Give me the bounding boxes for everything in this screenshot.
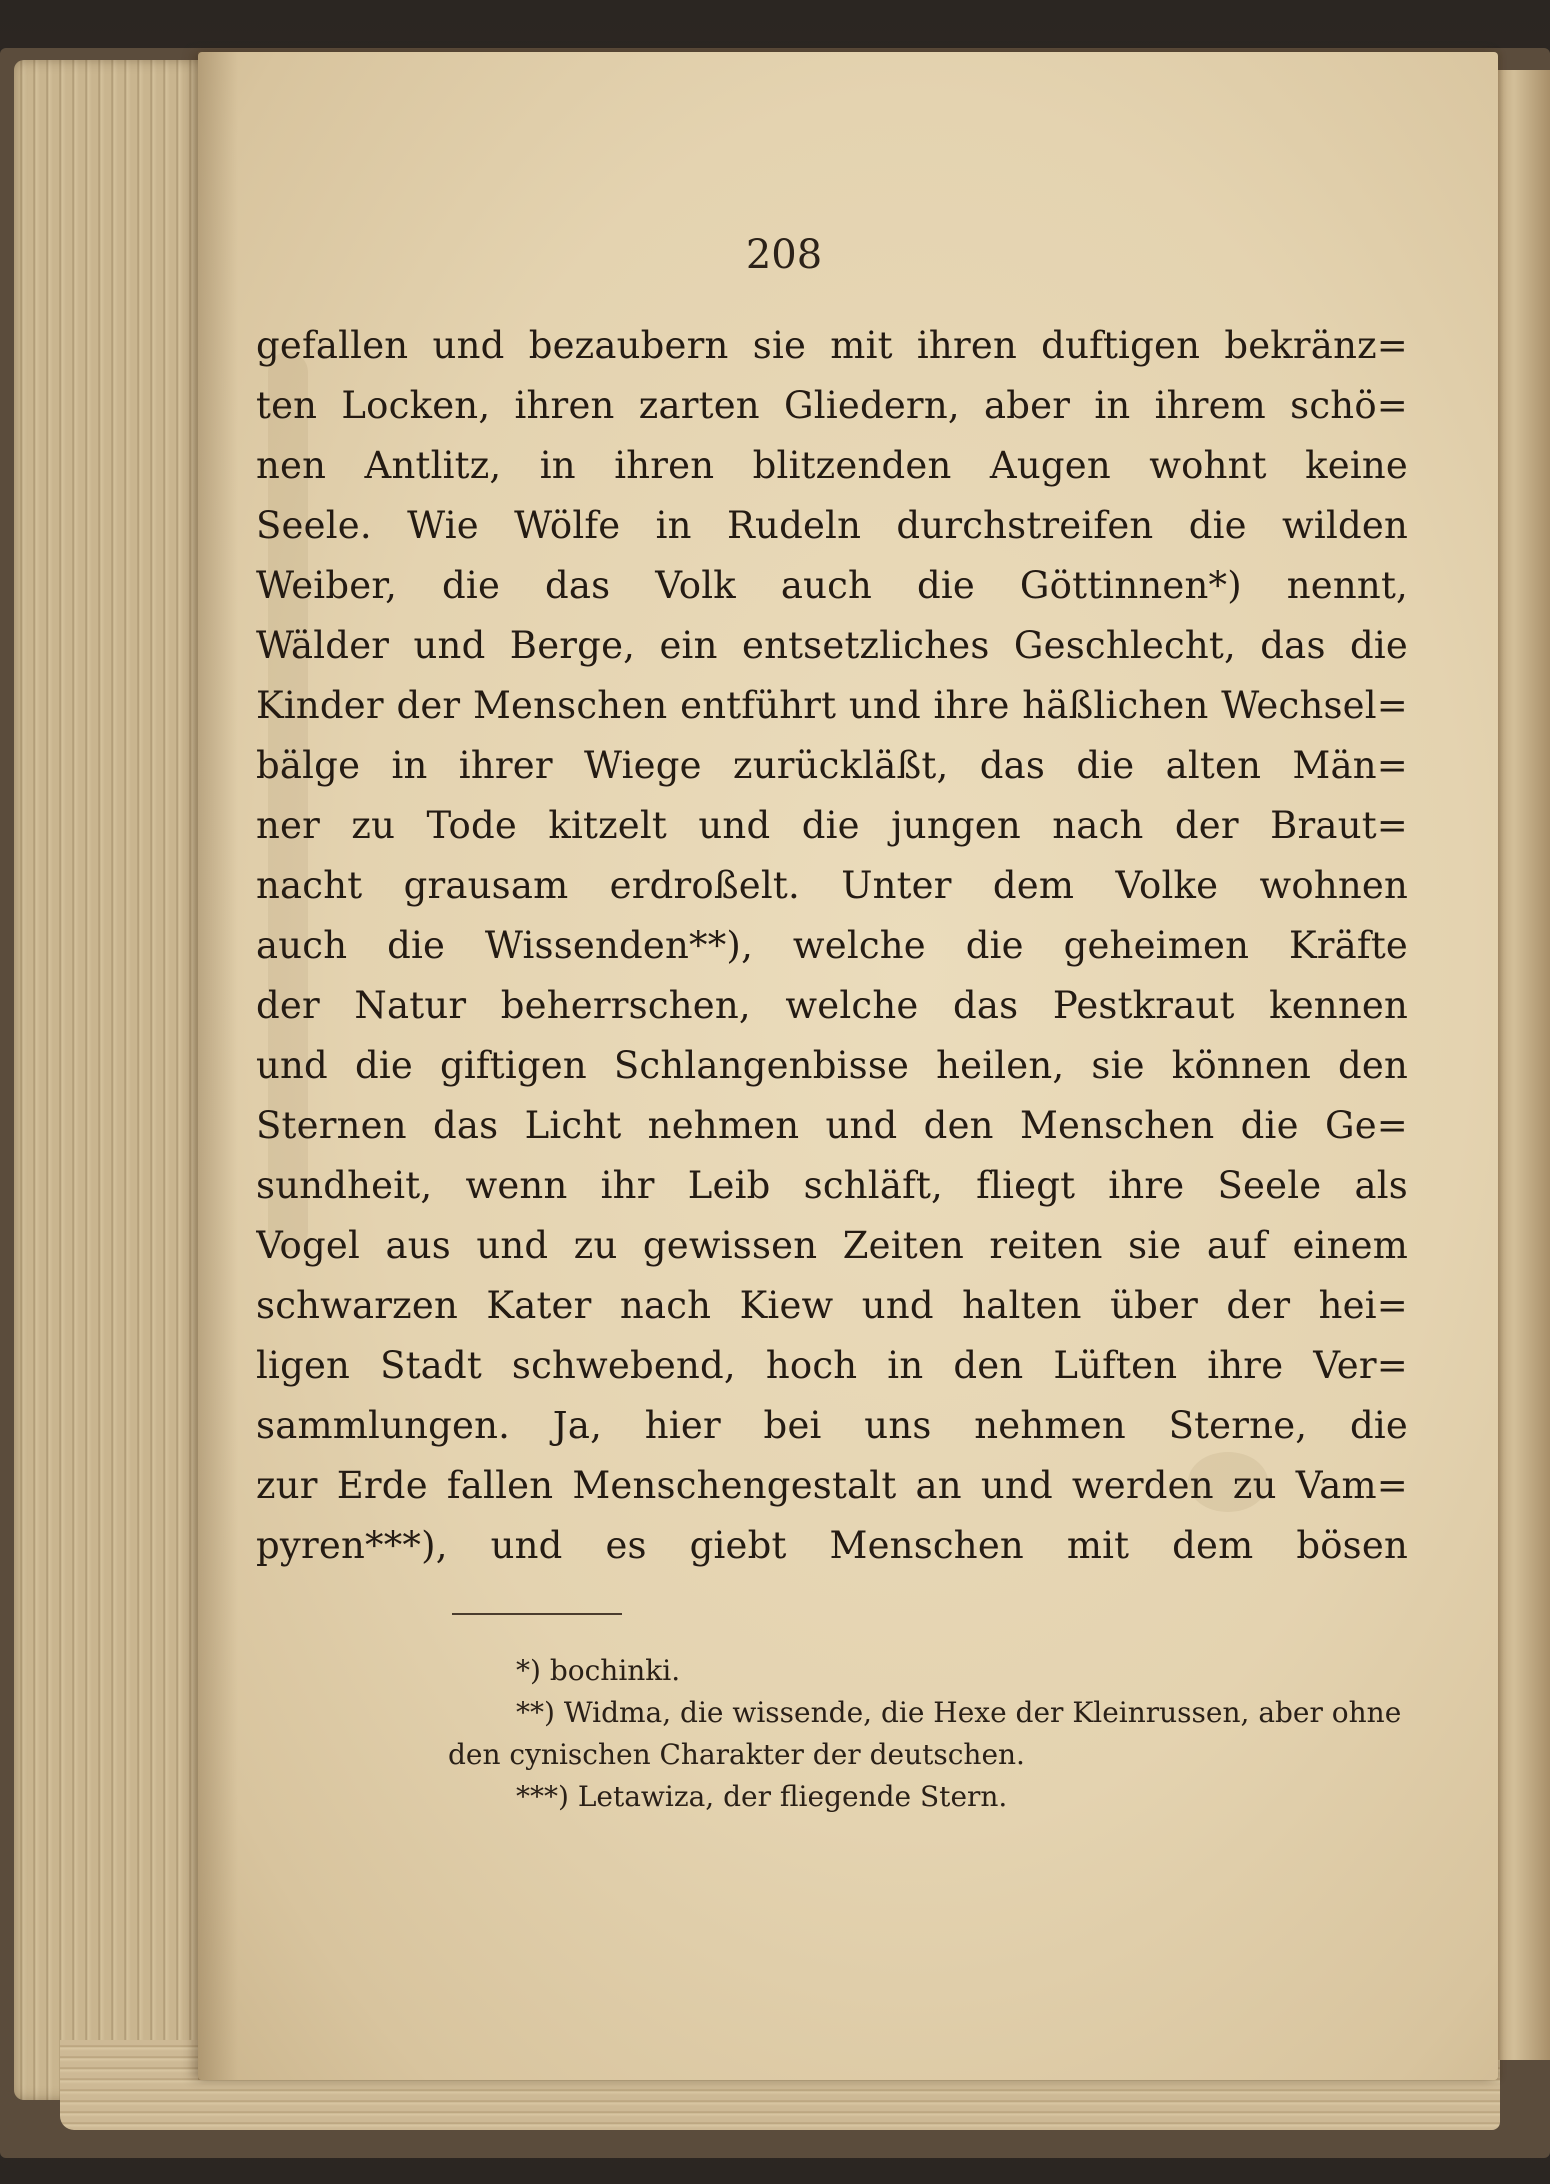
- page-stack-edge: [14, 60, 224, 2100]
- text-line: ner zu Tode kitzelt und die jungen nach der Braut=: [256, 804, 1408, 847]
- footnote-2: **) Widma, die wissende, die Hexe der Kleinrussen, aber ohne: [516, 1696, 1402, 1729]
- text-line: bälge in ihrer Wiege zurückläßt, das die alten Män=: [256, 744, 1408, 787]
- footnotes: [448, 1650, 1408, 1818]
- text-line: ligen Stadt schwebend, hoch in den Lüften ihre Ver=: [256, 1344, 1408, 1387]
- text-line: Seele. Wie Wölfe in Rudeln durchstreifen die wilden: [256, 504, 1408, 547]
- footnote-3: ***) Letawiza, der fliegende Stern.: [516, 1780, 1008, 1813]
- text-line: Kinder der Menschen entführt und ihre häßlichen Wechsel=: [256, 684, 1408, 727]
- text-line: nacht grausam erdroßelt. Unter dem Volke wohnen: [256, 864, 1408, 907]
- footnote-1: *) bochinki.: [516, 1654, 681, 1687]
- footnote-rule: [452, 1613, 622, 1615]
- text-line: sundheit, wenn ihr Leib schläft, fliegt ihre Seele als: [256, 1164, 1408, 1207]
- text-line: und die giftigen Schlangenbisse heilen, sie können den: [256, 1044, 1408, 1087]
- text-line: sammlungen. Ja, hier bei uns nehmen Sterne, die: [256, 1404, 1408, 1447]
- text-line: Sternen das Licht nehmen und den Menschen die Ge=: [256, 1104, 1408, 1147]
- text-line: Vogel aus und zu gewissen Zeiten reiten sie auf einem: [256, 1224, 1408, 1267]
- text-line: ten Locken, ihren zarten Gliedern, aber in ihrem schö=: [256, 384, 1408, 427]
- facing-page-edge: [1490, 70, 1550, 2060]
- gutter-shadow: [198, 52, 238, 2080]
- text-line: schwarzen Kater nach Kiew und halten über der hei=: [256, 1284, 1408, 1327]
- text-line: Wälder und Berge, ein entsetzliches Geschlecht, das die: [256, 624, 1408, 667]
- text-line: der Natur beherrschen, welche das Pestkraut kennen: [256, 984, 1408, 1027]
- footnote-2-continued: den cynischen Charakter der deutschen.: [448, 1738, 1025, 1771]
- text-line: pyren***), und es giebt Menschen mit dem bösen: [256, 1524, 1408, 1567]
- text-line: zur Erde fallen Menschengestalt an und werden zu Vam=: [256, 1464, 1408, 1507]
- text-line: nen Antlitz, in ihren blitzenden Augen wohnt keine: [256, 444, 1408, 487]
- body-text: [256, 316, 1408, 1576]
- page-number: 208: [745, 232, 823, 278]
- text-line: Weiber, die das Volk auch die Göttinnen*) nennt,: [256, 564, 1408, 607]
- text-line: gefallen und bezaubern sie mit ihren duftigen bekränz=: [256, 324, 1408, 367]
- text-line: auch die Wissenden**), welche die geheimen Kräfte: [256, 924, 1408, 967]
